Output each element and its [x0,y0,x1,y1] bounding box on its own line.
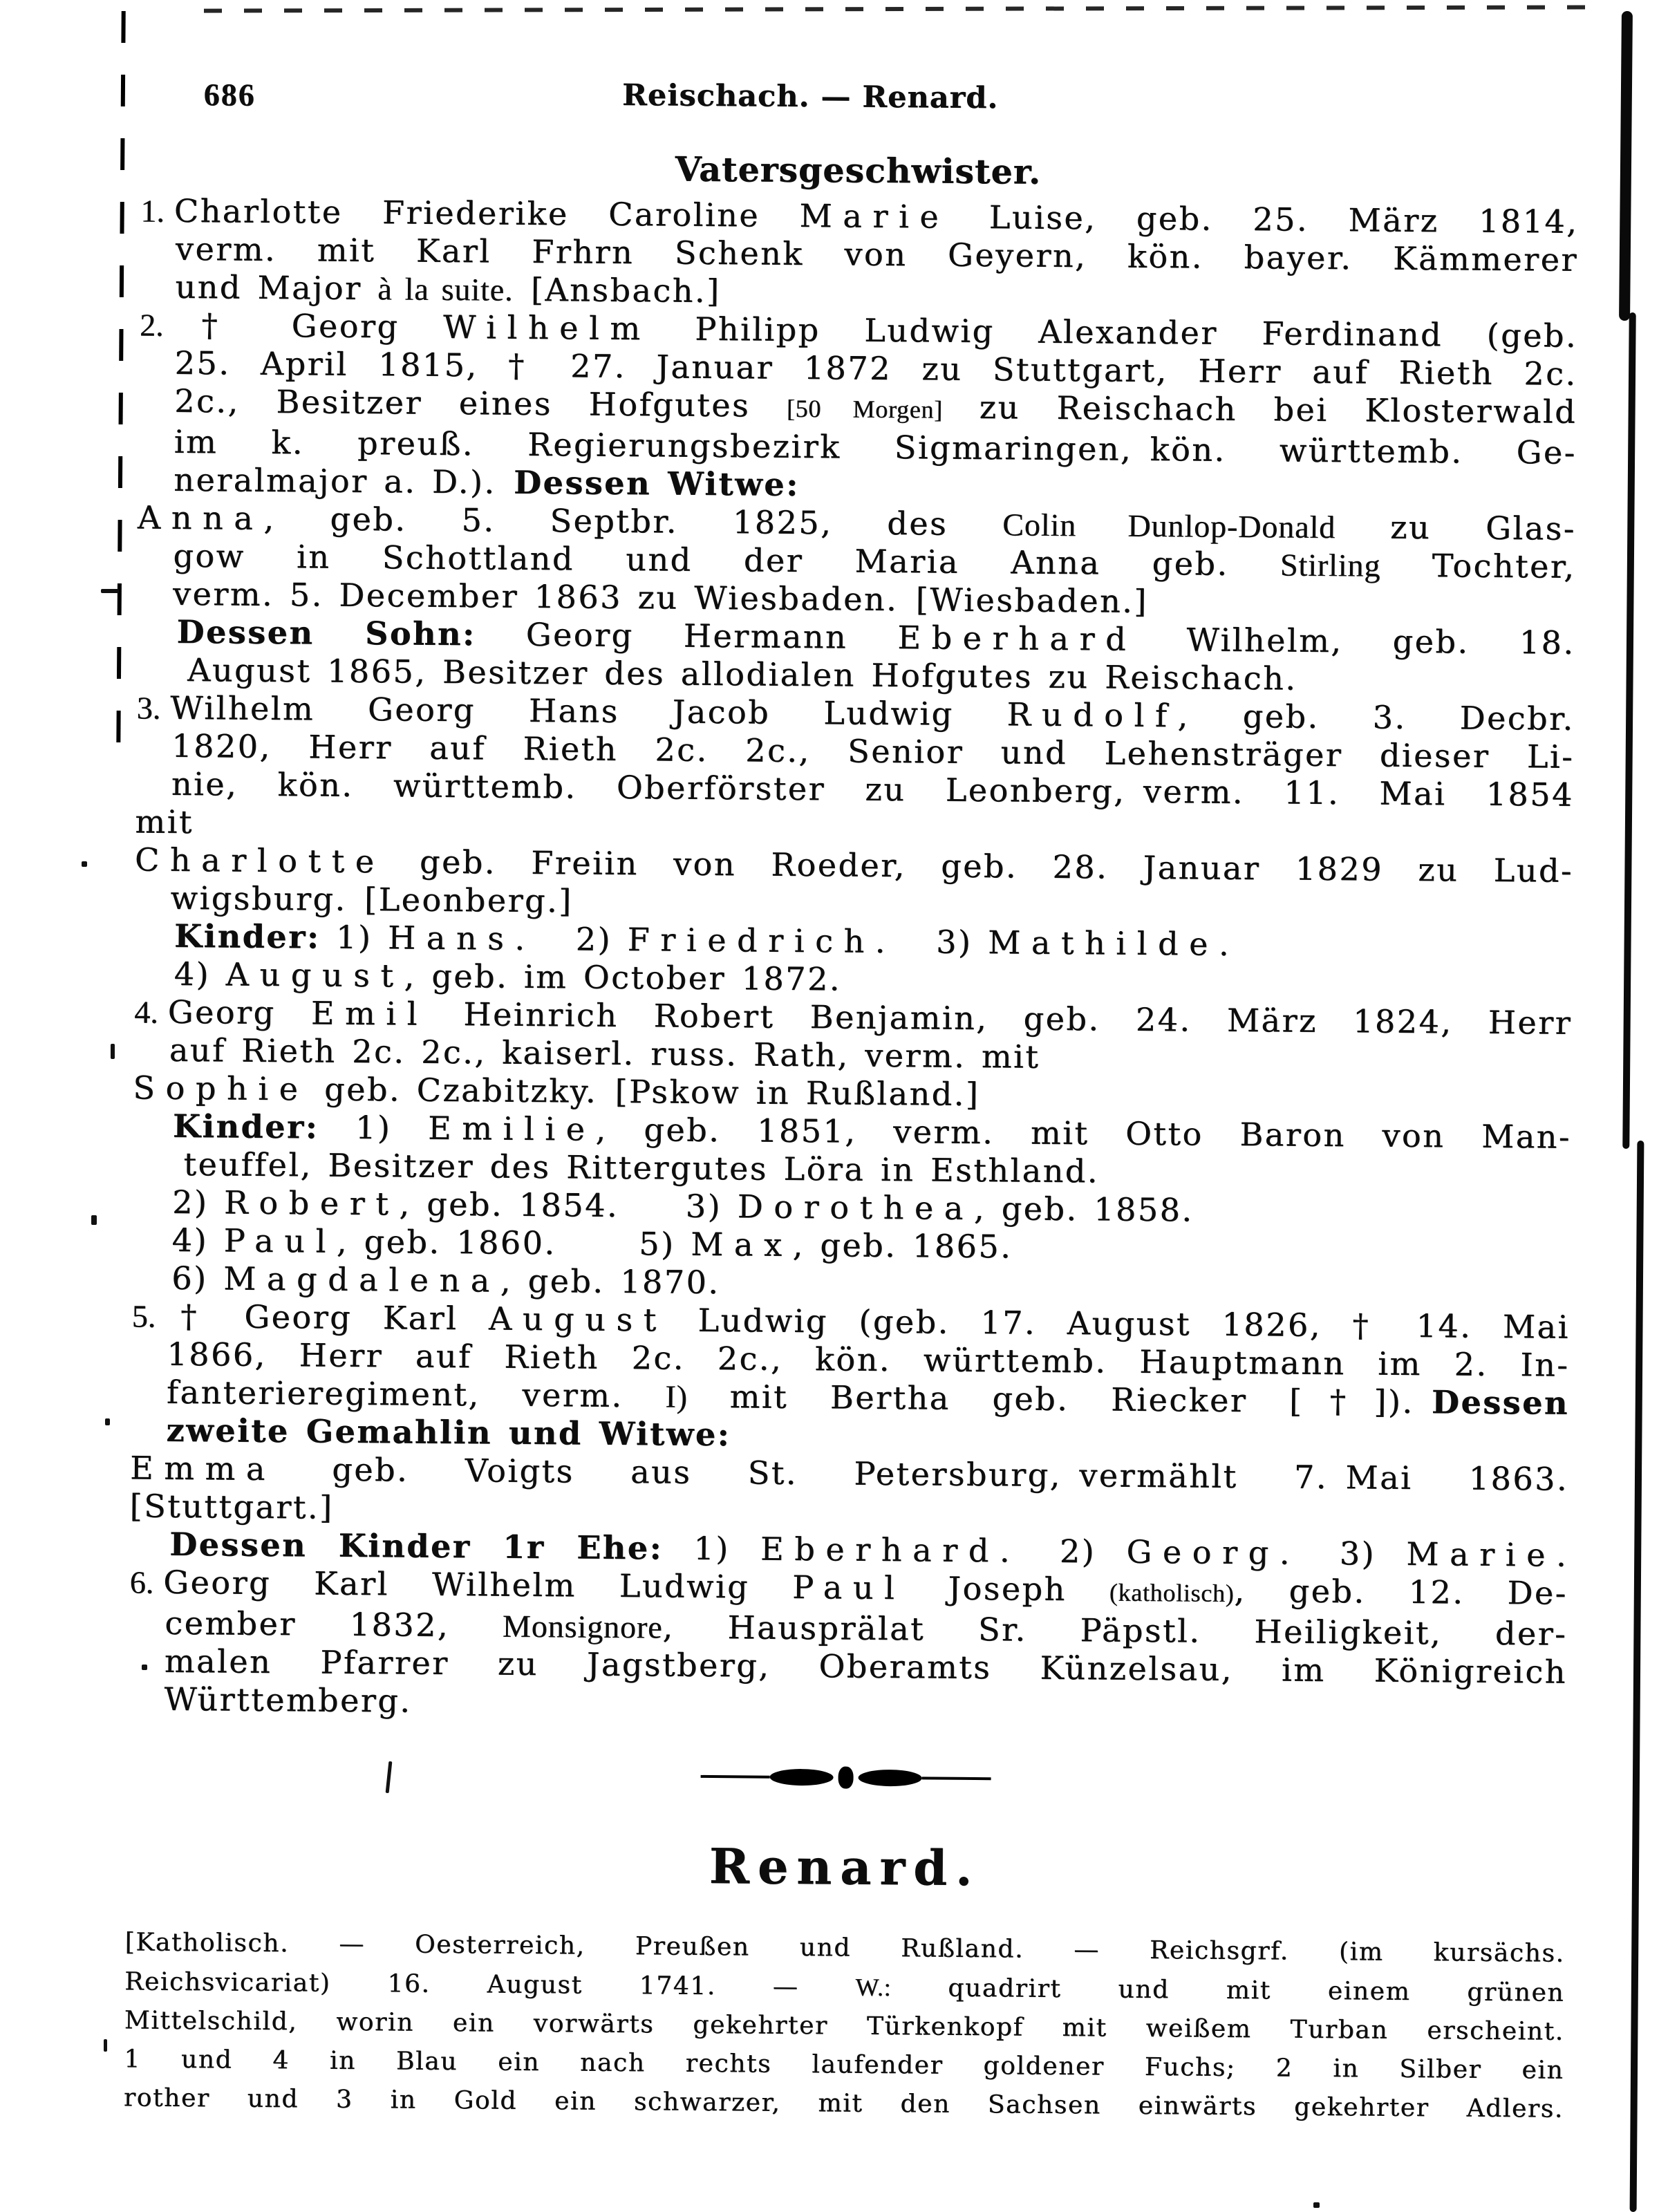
book-page [122,64,1580,2128]
scan-artifact-right-binding-line [1619,11,1633,321]
text-segment: , geb. im October 1872. [404,957,842,998]
scan-speck [104,2039,107,2052]
text-segment: im k. preuß. Regierungsbezirk Sigmaringen, kön. württemb. Ge- [174,422,1577,471]
text-segment: Marie [799,196,950,236]
text-segment: 1) [319,1108,429,1147]
text-segment: 2c., Besitzer eines Hofgutes [174,382,787,424]
scan-artifact-right-binding-line [1630,1141,1644,2212]
text-segment: . 3) [874,922,988,962]
text-segment: verm. mit Karl Frhrn Schenk von Geyern, kön. bayer. Kämmerer [175,229,1579,279]
text-segment: Kinder: [172,1107,319,1146]
text-segment: Luise, geb. 25. März 1814, [948,198,1579,241]
text-segment: Marie [1406,1535,1557,1574]
text-segment: Wilhelm Georg Hans Jacob Ludwig [170,688,1007,733]
text-segment: . 3) [1279,1534,1407,1573]
text-segment: 1) [662,1529,761,1568]
text-segment: wigsburg. [Leonberg.] [170,879,573,920]
text-segment: zu Reischach bei Klosterwald [942,388,1577,431]
text-segment: und Major [175,268,378,308]
text-segment: Dessen Sohn: [176,612,476,653]
text-segment: [Ansbach.] [513,270,721,310]
text-segment: Monsignore [502,1608,663,1645]
text-segment: Wilhelm, geb. 18. [1136,620,1575,662]
text-segment: † Georg Karl [165,1297,489,1338]
reischach-genealogy-block [125,191,1578,1729]
text-segment: Georg Hermann [476,615,898,657]
text-segment: August [488,1300,668,1339]
scan-speck [1313,2202,1320,2208]
text-segment: Stirling [1280,547,1381,583]
text-segment: Eberhard [760,1530,1000,1570]
text-segment: . [1218,925,1231,963]
text-segment: Tochter, [1380,546,1576,585]
text-segment: Philipp Ludwig Alexander Ferdinand (geb. [650,310,1578,355]
text-segment: Robert [223,1183,400,1223]
text-segment: , geb. 12. De- [1234,1571,1568,1612]
text-segment: mit [135,803,194,841]
text-segment: gow in Schottland und der Maria Anna geb. [173,536,1281,583]
text-segment: , geb. 1865. [792,1226,1013,1266]
text-segment: malen Pfarrer zu Jagstberg, Oberamts Künzelsau, im Königreich [164,1642,1568,1691]
text-segment: 25. April 1815, † 27. Januar 1872 zu Stuttgart, Herr auf Rieth 2c. [174,344,1577,393]
text-segment: neralmajor a. D.). [174,460,514,501]
text-segment: Rudolf [1006,695,1178,735]
text-segment: † Georg [173,306,444,346]
text-segment: zu Glas- [1335,508,1577,547]
page-number: 686 [203,77,256,113]
text-segment: auf Rieth 2c. 2c., kaiserl. russ. Rath, verm. mit [169,1031,1040,1076]
text-segment: , geb. 1870. [500,1262,720,1302]
text-segment: Mathilde [987,924,1219,963]
text-segment: Georg [167,993,312,1032]
text-segment: Eberhard [897,619,1137,658]
text-segment: Magdalena [223,1259,500,1300]
text-segment: , geb. 1860. 5) [336,1222,691,1263]
text-segment: 1 und 4 in Blau ein nach rechts laufender goldener Fuchs; 2 in Silber ein [124,2045,1564,2085]
entry-number: 3. [136,690,161,726]
entry-number: 2. [139,307,164,343]
text-segment: W.: [855,1973,892,2002]
text-segment: à la suite. [377,271,514,308]
text-segment: [50 Morgen] [786,394,944,424]
scan-speck [91,1215,97,1225]
text-segment: Emilie [427,1109,596,1148]
text-segment: mit Bertha geb. Riecker [†]). [687,1377,1432,1421]
text-segment: Paul [223,1221,337,1260]
text-segment: fanterieregiment, verm. [166,1373,666,1415]
text-segment: teuffel, Besitzer des Rittergutes Löra in Esthland. [183,1145,1100,1190]
text-segment: rother und 3 in Gold ein schwarzer, mit den Sachsen einwärts gekehrter Adlers. [123,2083,1564,2124]
section-divider-ornament [700,1764,991,1791]
text-segment: Württemberg. [164,1680,412,1720]
text-segment: Friedrich [627,921,875,960]
text-segment: quadrirt und mit einem grünen [891,1974,1565,2007]
running-header: Reischach. — Renard. [621,77,999,116]
text-segment: 6) [171,1259,224,1297]
text-segment: August 1865, Besitzer des allodialen Hofgutes zu Reischach. [187,651,1297,697]
text-segment: cember 1832, [165,1604,503,1644]
divider-leaf-right [858,1770,921,1787]
text-segment: Hans [387,919,515,957]
text-segment: Emma [129,1449,276,1488]
divider-line-right [921,1777,991,1780]
text-segment: , geb. 1858. [973,1189,1194,1229]
text-segment: 1866, Herr auf Rieth 2c. 2c., kön. württemb. Hauptmann im 2. In- [167,1335,1570,1384]
text-segment: Dessen Kinder 1r Ehe: [169,1525,664,1567]
text-segment: Dessen Witwe: [513,463,800,503]
text-segment: Mittelschild, worin ein vorwärts gekehrter Türkenkopf mit weißem Turban erscheint. [124,2006,1564,2046]
text-segment: . 2) [999,1532,1127,1571]
text-segment: 1) [320,918,388,957]
text-segment: , geb. 5. Septbr. 1825, des [263,499,1003,543]
text-segment: Georg Karl Wilhelm Ludwig [163,1563,793,1606]
entry-number: 4. [134,994,158,1030]
text-segment: Kinder: [174,917,321,956]
divider-center-figure [838,1766,853,1788]
scan-speck [101,589,119,593]
text-segment: Sophie [133,1069,309,1108]
text-segment: nie, kön. württemb. Oberförster zu Leonberg, verm. 11. Mai 1854 [171,765,1575,814]
text-segment: . 2) [514,919,628,959]
entry-number: 1. [140,193,165,229]
text-segment: Max [690,1225,793,1264]
text-segment: 4) [171,1221,224,1259]
text-segment: [Stuttgart.] [129,1487,334,1526]
page-header [138,64,1580,118]
divider-leaf-left [769,1769,833,1786]
text-segment: verm. 5. December 1863 zu Wiesbaden. [Wiesbaden.] [172,574,1148,620]
text-segment: Emil [310,994,429,1033]
text-segment: Reichsvicariat) 16. August 1741. — [124,1967,856,2002]
text-segment: Anna [137,498,264,537]
text-segment: geb. Voigts aus St. Petersburg, vermählt 7. Mai 1863. [275,1450,1569,1498]
text-segment: August [225,955,404,995]
text-segment: 4) [174,955,226,993]
text-segment: Heinrich Robert Benjamin, geb. 24. März 1824, Herr [427,995,1573,1042]
text-segment: Paul [791,1568,906,1607]
text-segment: Georg [1126,1533,1280,1572]
text-segment: geb. Czabitzky. [Pskow in Rußland.] [308,1070,980,1114]
text-segment: (katholisch) [1109,1578,1235,1607]
text-segment: Dorothea [737,1188,975,1227]
entry-number: 5. [131,1298,156,1334]
text-segment: 1820, Herr auf Rieth 2c. 2c., Senior und Lehensträger dieser Li- [171,727,1575,776]
text-segment: Dessen [1431,1383,1570,1422]
text-segment: , Hausprälat Sr. Päpstl. Heiligkeit, der- [662,1608,1568,1653]
text-segment: zweite Gemahlin und Witwe: [166,1411,731,1454]
text-segment: Charlotte [134,841,385,881]
text-segment: Charlotte Friederike Caroline [174,191,800,234]
section-heading-vatersgeschwister: Vatersgeschwister. [675,149,1042,192]
text-segment: Ludwig (geb. 17. August 1826, † 14. Mai [666,1301,1570,1346]
entry-number: 6. [129,1564,154,1600]
text-segment: , geb. 1854. 3) [399,1185,738,1226]
text-segment: , geb. 1851, verm. mit Otto Baron von Man- [595,1110,1572,1156]
section-heading-renard: Renard. [709,1837,981,1897]
renard-intro-block [122,1923,1565,2128]
scan-artifact-right-binding-line [1622,312,1636,1149]
text-segment: , geb. 3. Decbr. [1177,697,1575,738]
scan-artifact-left-margin-dashes [116,11,125,751]
scan-speck [111,1044,115,1059]
scan-artifact-top-edge [204,5,1607,12]
text-segment: . [1555,1536,1568,1574]
divider-line-left [700,1775,769,1779]
text-segment: Wilhelm [442,308,651,348]
scan-speck [82,861,87,867]
text-segment: Colin Dunlop-Donald [1002,507,1336,545]
text-segment: I) [665,1378,688,1414]
scan-speck [105,1418,110,1425]
text-segment: [Katholisch. — Oesterreich, Preußen und Rußland. — Reichsgrf. (im kursächs. [124,1928,1565,1968]
text-segment: 2) [171,1183,225,1221]
text-segment: geb. Freiin von Roeder, geb. 28. Januar 1829 zu Lud- [384,843,1574,890]
text-segment: Joseph [905,1569,1110,1609]
